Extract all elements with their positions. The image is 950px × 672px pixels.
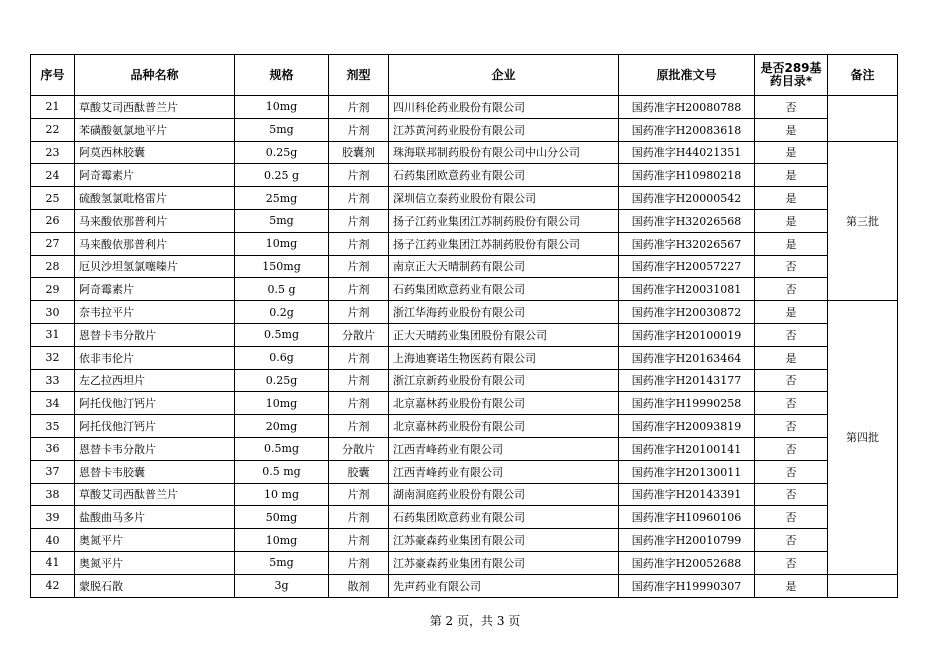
cell-form: 片剂: [329, 164, 389, 187]
cell-seq: 34: [31, 392, 75, 415]
cell-form: 片剂: [329, 529, 389, 552]
cell-company: 珠海联邦制药股份有限公司中山分公司: [389, 141, 619, 164]
cell-form: 片剂: [329, 187, 389, 210]
cell-seq: 39: [31, 506, 75, 529]
cell-catalog: 是: [755, 118, 828, 141]
cell-spec: 10mg: [235, 232, 329, 255]
cell-spec: 0.2g: [235, 301, 329, 324]
cell-spec: 20mg: [235, 415, 329, 438]
cell-spec: 5mg: [235, 551, 329, 574]
cell-approval: 国药准字H20093819: [619, 415, 755, 438]
table-row: [31, 209, 898, 232]
cell-spec: 0.6g: [235, 346, 329, 369]
cell-seq: 37: [31, 460, 75, 483]
cell-company: 石药集团欧意药业有限公司: [389, 278, 619, 301]
header-catalog: 是否289基药目录*: [755, 55, 828, 96]
cell-spec: 10mg: [235, 392, 329, 415]
cell-name: 马来酸依那普利片: [75, 209, 235, 232]
cell-company: 石药集团欧意药业有限公司: [389, 164, 619, 187]
note-batch-3: 第三批: [828, 141, 898, 301]
cell-catalog: 是: [755, 209, 828, 232]
cell-seq: 36: [31, 437, 75, 460]
cell-name: 草酸艾司西酞普兰片: [75, 96, 235, 119]
cell-spec: 0.5 g: [235, 278, 329, 301]
cell-name: 硫酸氢氯吡格雷片: [75, 187, 235, 210]
cell-spec: 0.25 g: [235, 164, 329, 187]
cell-form: 片剂: [329, 369, 389, 392]
cell-form: 片剂: [329, 551, 389, 574]
cell-name: 苯磺酸氨氯地平片: [75, 118, 235, 141]
cell-approval: 国药准字H10980218: [619, 164, 755, 187]
cell-company: 南京正大天晴制药有限公司: [389, 255, 619, 278]
cell-form: 片剂: [329, 255, 389, 278]
note-batch-4: 第四批: [828, 301, 898, 575]
cell-form: 片剂: [329, 506, 389, 529]
cell-approval: 国药准字H20052688: [619, 551, 755, 574]
cell-form: 片剂: [329, 301, 389, 324]
cell-form: 胶囊: [329, 460, 389, 483]
cell-form: 片剂: [329, 278, 389, 301]
cell-form: 片剂: [329, 346, 389, 369]
cell-name: 草酸艾司西酞普兰片: [75, 483, 235, 506]
cell-form: 片剂: [329, 232, 389, 255]
cell-approval: 国药准字H10960106: [619, 506, 755, 529]
cell-seq: 38: [31, 483, 75, 506]
cell-catalog: 否: [755, 551, 828, 574]
cell-spec: 0.25g: [235, 369, 329, 392]
cell-spec: 3g: [235, 574, 329, 597]
cell-company: 江苏豪森药业集团有限公司: [389, 551, 619, 574]
cell-approval: 国药准字H20000542: [619, 187, 755, 210]
table-row: [31, 164, 898, 187]
note-empty-top: [828, 96, 898, 142]
cell-approval: 国药准字H19990307: [619, 574, 755, 597]
cell-company: 深圳信立泰药业股份有限公司: [389, 187, 619, 210]
cell-catalog: 是: [755, 574, 828, 597]
cell-company: 扬子江药业集团江苏制药股份有限公司: [389, 232, 619, 255]
cell-name: 恩替卡韦胶囊: [75, 460, 235, 483]
cell-spec: 5mg: [235, 118, 329, 141]
cell-catalog: 否: [755, 369, 828, 392]
cell-seq: 30: [31, 301, 75, 324]
cell-catalog: 否: [755, 483, 828, 506]
cell-name: 阿奇霉素片: [75, 278, 235, 301]
cell-catalog: 否: [755, 529, 828, 552]
cell-spec: 10mg: [235, 529, 329, 552]
table-row: [31, 392, 898, 415]
cell-catalog: 是: [755, 141, 828, 164]
table-row: [31, 415, 898, 438]
header-company: 企业: [389, 55, 619, 96]
cell-company: 北京嘉林药业股份有限公司: [389, 392, 619, 415]
cell-company: 上海迪赛诺生物医药有限公司: [389, 346, 619, 369]
cell-seq: 33: [31, 369, 75, 392]
cell-approval: 国药准字H20163464: [619, 346, 755, 369]
cell-form: 片剂: [329, 415, 389, 438]
cell-catalog: 否: [755, 278, 828, 301]
cell-name: 蒙脱石散: [75, 574, 235, 597]
cell-name: 奥氮平片: [75, 551, 235, 574]
cell-company: 湖南洞庭药业股份有限公司: [389, 483, 619, 506]
table-row: [31, 232, 898, 255]
cell-seq: 22: [31, 118, 75, 141]
cell-seq: 21: [31, 96, 75, 119]
cell-seq: 31: [31, 323, 75, 346]
cell-company: 江苏豪森药业集团有限公司: [389, 529, 619, 552]
cell-seq: 41: [31, 551, 75, 574]
cell-spec: 5mg: [235, 209, 329, 232]
cell-approval: 国药准字H20100141: [619, 437, 755, 460]
table-row: [31, 551, 898, 574]
cell-name: 厄贝沙坦氢氯噻嗪片: [75, 255, 235, 278]
cell-form: 分散片: [329, 323, 389, 346]
table-row: [31, 369, 898, 392]
cell-seq: 27: [31, 232, 75, 255]
cell-approval: 国药准字H20083618: [619, 118, 755, 141]
cell-approval: 国药准字H44021351: [619, 141, 755, 164]
cell-approval: 国药准字H20143177: [619, 369, 755, 392]
cell-catalog: 否: [755, 460, 828, 483]
table-row: [31, 278, 898, 301]
cell-form: 片剂: [329, 392, 389, 415]
cell-approval: 国药准字H20080788: [619, 96, 755, 119]
table-row: [31, 141, 898, 164]
cell-seq: 24: [31, 164, 75, 187]
cell-approval: 国药准字H20143391: [619, 483, 755, 506]
cell-name: 奥氮平片: [75, 529, 235, 552]
table-row: [31, 118, 898, 141]
cell-catalog: 否: [755, 415, 828, 438]
cell-catalog: 否: [755, 506, 828, 529]
cell-approval: 国药准字H32026568: [619, 209, 755, 232]
cell-name: 恩替卡韦分散片: [75, 323, 235, 346]
table-row: [31, 323, 898, 346]
header-note: 备注: [828, 55, 898, 96]
cell-company: 正大天晴药业集团股份有限公司: [389, 323, 619, 346]
cell-approval: 国药准字H20130011: [619, 460, 755, 483]
cell-company: 浙江华海药业股份有限公司: [389, 301, 619, 324]
table-row: [31, 529, 898, 552]
table-row: [31, 346, 898, 369]
cell-name: 依非韦伦片: [75, 346, 235, 369]
cell-form: 胶囊剂: [329, 141, 389, 164]
cell-company: 浙江京新药业股份有限公司: [389, 369, 619, 392]
cell-name: 恩替卡韦分散片: [75, 437, 235, 460]
table-row: [31, 96, 898, 119]
cell-catalog: 否: [755, 323, 828, 346]
cell-name: 奈韦拉平片: [75, 301, 235, 324]
table-row: [31, 460, 898, 483]
cell-spec: 0.5 mg: [235, 460, 329, 483]
cell-name: 阿奇霉素片: [75, 164, 235, 187]
cell-seq: 35: [31, 415, 75, 438]
cell-spec: 10 mg: [235, 483, 329, 506]
cell-approval: 国药准字H20030872: [619, 301, 755, 324]
cell-catalog: 是: [755, 187, 828, 210]
cell-approval: 国药准字H19990258: [619, 392, 755, 415]
cell-seq: 29: [31, 278, 75, 301]
header-name: 品种名称: [75, 55, 235, 96]
cell-spec: 0.25g: [235, 141, 329, 164]
cell-seq: 25: [31, 187, 75, 210]
cell-spec: 0.5mg: [235, 437, 329, 460]
cell-seq: 32: [31, 346, 75, 369]
cell-catalog: 是: [755, 232, 828, 255]
table-row: [31, 187, 898, 210]
table-row: [31, 574, 898, 597]
table-header-row: [31, 55, 898, 96]
header-form: 剂型: [329, 55, 389, 96]
cell-company: 石药集团欧意药业有限公司: [389, 506, 619, 529]
cell-spec: 150mg: [235, 255, 329, 278]
cell-name: 盐酸曲马多片: [75, 506, 235, 529]
drug-list-table: [30, 54, 898, 598]
cell-catalog: 否: [755, 96, 828, 119]
cell-company: 四川科伦药业股份有限公司: [389, 96, 619, 119]
cell-spec: 50mg: [235, 506, 329, 529]
table-row: [31, 506, 898, 529]
table-row: [31, 255, 898, 278]
table-row: [31, 437, 898, 460]
cell-approval: 国药准字H20031081: [619, 278, 755, 301]
cell-form: 片剂: [329, 118, 389, 141]
cell-form: 片剂: [329, 96, 389, 119]
cell-name: 左乙拉西坦片: [75, 369, 235, 392]
cell-name: 阿莫西林胶囊: [75, 141, 235, 164]
cell-catalog: 否: [755, 437, 828, 460]
cell-company: 北京嘉林药业股份有限公司: [389, 415, 619, 438]
header-spec: 规格: [235, 55, 329, 96]
header-approval: 原批准文号: [619, 55, 755, 96]
cell-seq: 23: [31, 141, 75, 164]
cell-spec: 0.5mg: [235, 323, 329, 346]
cell-company: 江苏黄河药业股份有限公司: [389, 118, 619, 141]
cell-approval: 国药准字H20010799: [619, 529, 755, 552]
cell-seq: 40: [31, 529, 75, 552]
table-row: [31, 301, 898, 324]
page-number: 第 2 页，共 3 页: [429, 614, 521, 628]
cell-seq: 42: [31, 574, 75, 597]
cell-catalog: 是: [755, 301, 828, 324]
cell-catalog: 否: [755, 255, 828, 278]
cell-form: 散剂: [329, 574, 389, 597]
table-row: [31, 483, 898, 506]
cell-company: 江西青峰药业有限公司: [389, 460, 619, 483]
note-empty-bottom: [828, 574, 898, 597]
cell-spec: 25mg: [235, 187, 329, 210]
cell-catalog: 是: [755, 346, 828, 369]
cell-seq: 28: [31, 255, 75, 278]
cell-name: 阿托伐他汀钙片: [75, 415, 235, 438]
header-seq: 序号: [31, 55, 75, 96]
cell-catalog: 否: [755, 392, 828, 415]
cell-form: 片剂: [329, 209, 389, 232]
cell-company: 先声药业有限公司: [389, 574, 619, 597]
cell-company: 扬子江药业集团江苏制药股份有限公司: [389, 209, 619, 232]
cell-form: 片剂: [329, 483, 389, 506]
cell-name: 阿托伐他汀钙片: [75, 392, 235, 415]
cell-name: 马来酸依那普利片: [75, 232, 235, 255]
cell-seq: 26: [31, 209, 75, 232]
cell-approval: 国药准字H32026567: [619, 232, 755, 255]
cell-form: 分散片: [329, 437, 389, 460]
cell-approval: 国药准字H20100019: [619, 323, 755, 346]
cell-catalog: 是: [755, 164, 828, 187]
cell-spec: 10mg: [235, 96, 329, 119]
cell-approval: 国药准字H20057227: [619, 255, 755, 278]
cell-company: 江西青峰药业有限公司: [389, 437, 619, 460]
